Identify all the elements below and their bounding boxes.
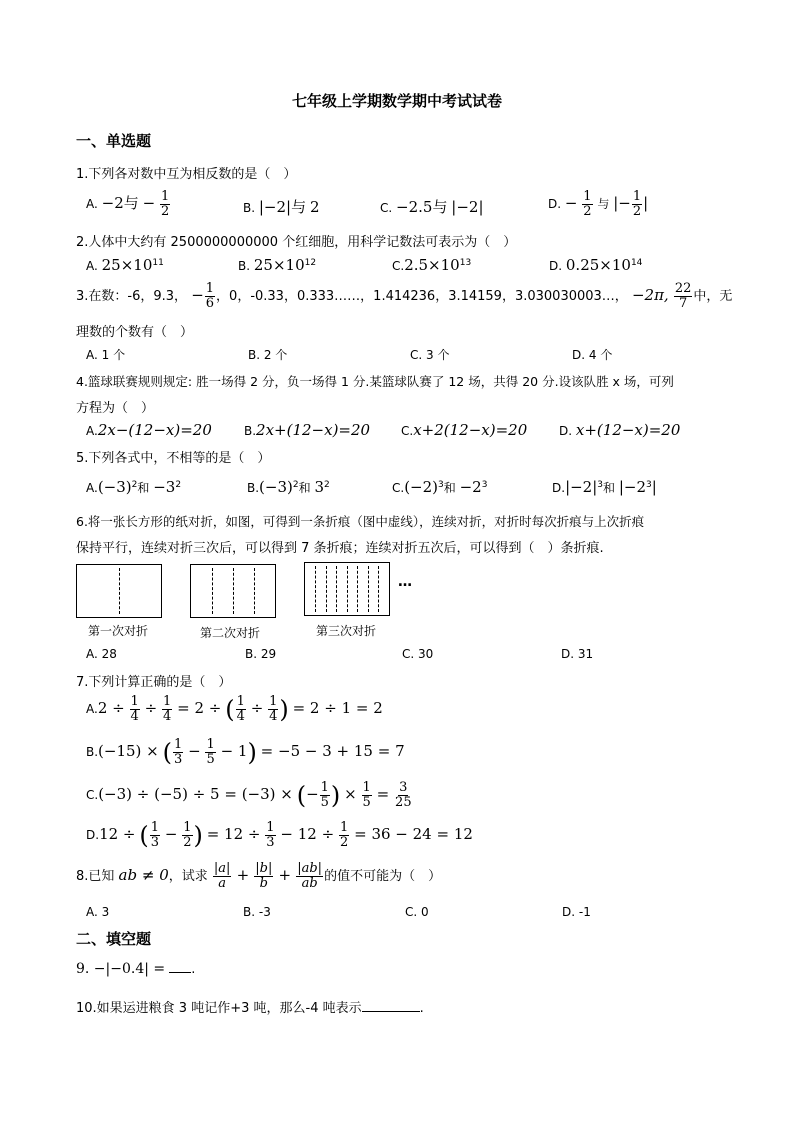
math-expr: −3 <box>153 478 176 496</box>
fraction <box>582 190 592 219</box>
fraction <box>130 695 140 724</box>
numerator: 1 <box>583 189 592 204</box>
math-plus: + <box>236 866 250 884</box>
ellipsis: … <box>398 574 412 590</box>
math-expr: = 36 − 24 = 12 <box>354 825 473 843</box>
denominator: 2 <box>161 204 170 219</box>
fraction <box>236 695 246 724</box>
question-3-stem-line2: 理数的个数有（ ） <box>76 325 194 340</box>
numerator: |b| <box>255 861 273 876</box>
fraction <box>254 862 273 891</box>
option-label: D. <box>549 259 563 273</box>
text: ，0，-0.33，0.333……，1.414236，3.14159，3.030030003…， <box>216 289 628 304</box>
fold-crease <box>233 568 234 614</box>
text: 3.在数：-6，9.3， <box>76 289 188 304</box>
section-heading-single-choice: 一、单选题 <box>76 132 152 150</box>
denominator: 2 <box>583 204 592 219</box>
question-7-option-a[interactable] <box>86 695 383 724</box>
math-expr: = 12 ÷ <box>206 825 261 843</box>
numerator: 1 <box>269 694 278 709</box>
question-3-stem-line1 <box>76 282 732 311</box>
fraction <box>320 781 330 810</box>
text: 中，无 <box>693 289 733 304</box>
question-7-stem: 7.下列计算正确的是（ ） <box>76 675 232 690</box>
fold-crease <box>326 566 327 612</box>
section-heading-fill-blank: 二、填空题 <box>76 930 152 948</box>
option-label: B. <box>238 259 251 273</box>
exponent: 2 <box>292 480 299 490</box>
numerator: 22 <box>674 281 692 296</box>
question-10 <box>76 997 424 1016</box>
denominator: b <box>259 876 268 891</box>
fold-diagram-3 <box>304 562 390 616</box>
math-expr: 2 ÷ <box>97 699 125 717</box>
question-8-option-a[interactable]: A. 3 <box>86 905 110 919</box>
option-label: A. <box>86 424 98 438</box>
math-expr: 2.5×10 <box>404 256 460 274</box>
exponent: 13 <box>459 258 472 268</box>
fraction <box>205 282 215 311</box>
numerator: 1 <box>150 820 159 835</box>
fold-crease <box>315 566 316 612</box>
math-minus: − <box>142 194 156 212</box>
question-8-option-d[interactable]: D. -1 <box>562 905 591 919</box>
question-8-stem <box>76 862 441 891</box>
math-plus: + <box>278 866 292 884</box>
math-expr: 12 ÷ <box>99 825 136 843</box>
math-expr: |−2|与 <box>258 198 307 216</box>
numerator: 1 <box>163 694 172 709</box>
option-label: C. <box>380 201 393 215</box>
denominator: 25 <box>395 795 412 810</box>
denominator: 4 <box>130 709 139 724</box>
math-minus: − <box>306 785 319 803</box>
text: ，试求 <box>168 869 208 884</box>
option-label: B. <box>244 424 257 438</box>
numerator: 1 <box>632 189 642 204</box>
math-expr: − 12 ÷ <box>280 825 335 843</box>
fraction <box>674 282 693 311</box>
question-8-option-c[interactable]: C. 0 <box>405 905 429 919</box>
fold-caption-1: 第一次对折 <box>88 624 149 638</box>
fraction <box>268 695 278 724</box>
question-6-option-d[interactable]: D. 31 <box>561 647 594 661</box>
math-expr: ÷ <box>250 699 264 717</box>
question-4-option-b[interactable] <box>244 421 370 439</box>
numerator: 1 <box>362 780 371 795</box>
denominator: 5 <box>206 752 215 767</box>
fraction <box>265 821 275 850</box>
fraction <box>150 821 160 850</box>
numerator: 3 <box>399 780 408 795</box>
question-1-option-d[interactable] <box>548 190 648 219</box>
exponent: 3 <box>438 480 444 490</box>
denominator: 4 <box>269 709 278 724</box>
denominator: 7 <box>678 296 688 311</box>
denominator: 3 <box>173 752 183 767</box>
math-expr: | <box>643 194 649 212</box>
option-label: A. <box>86 259 98 273</box>
question-2-option-a[interactable] <box>86 256 164 274</box>
numerator: 1 <box>161 189 170 204</box>
question-5-option-d[interactable] <box>552 478 657 496</box>
exponent: 3 <box>646 480 652 490</box>
question-2-option-b[interactable] <box>238 256 316 274</box>
math-expr: (−3) <box>259 478 293 496</box>
math-expr: 2x−(12−x)=20 <box>97 421 212 439</box>
option-label: D. <box>552 481 566 495</box>
option-label: A. <box>86 702 98 716</box>
connector-text: 和 <box>443 481 456 495</box>
exponent: 14 <box>630 258 643 268</box>
denominator: 4 <box>163 709 172 724</box>
math-expr: = −5 − 3 + 15 = 7 <box>260 742 405 760</box>
fold-crease <box>357 566 358 612</box>
question-2-stem: 2.人体中大约有 2500000000000 个红细胞，用科学记数法可表示为（ ） <box>76 235 517 250</box>
fraction <box>213 862 232 891</box>
right-paren: ) <box>193 821 203 850</box>
math-expr: 0.25×10 <box>565 256 631 274</box>
fold-caption-3: 第三次对折 <box>316 624 377 638</box>
question-5-option-b[interactable] <box>247 478 330 496</box>
math-expr: |−2| <box>451 198 484 216</box>
right-paren: ) <box>279 695 289 724</box>
text: 的值不可能为（ ） <box>324 869 442 884</box>
math-expr: = 2 ÷ <box>177 699 222 717</box>
connector-text: 和 <box>298 481 311 495</box>
question-7-option-c[interactable] <box>86 781 414 810</box>
question-4-option-d[interactable] <box>559 421 680 439</box>
option-label: C. <box>401 424 414 438</box>
numerator: |a| <box>213 861 231 876</box>
numerator: 1 <box>266 820 275 835</box>
numerator: 1 <box>206 737 215 752</box>
denominator: 2 <box>340 835 349 850</box>
question-7-option-d[interactable] <box>86 821 473 850</box>
question-2-option-c[interactable] <box>392 256 471 274</box>
option-label: A. <box>86 197 98 211</box>
math-expr: |−2 <box>618 478 647 496</box>
numerator: 1 <box>130 694 139 709</box>
option-label: A. <box>86 481 98 495</box>
fraction <box>182 821 192 850</box>
option-label: C. <box>86 788 99 802</box>
exponent: 2 <box>324 480 330 490</box>
math-expr: (−3) ÷ (−5) ÷ 5 = (−3) × <box>98 785 293 803</box>
option-label: B. <box>86 745 99 759</box>
math-expr: 9. −|−0.4| = <box>76 961 166 977</box>
text: 10.如果运进粮食 3 吨记作+3 吨，那么-4 吨表示 <box>76 1001 362 1016</box>
math-expr: − <box>164 825 178 843</box>
question-7-option-b[interactable] <box>86 738 405 767</box>
numerator: |ab| <box>297 861 323 876</box>
math-expr: −2.5与 <box>396 198 448 216</box>
question-6-option-a[interactable]: A. 28 <box>86 647 117 661</box>
fold-crease <box>378 566 379 612</box>
fold-crease <box>119 568 120 614</box>
fraction <box>205 738 215 767</box>
fold-crease <box>347 566 348 612</box>
exponent: 2 <box>131 480 138 490</box>
question-1-option-b[interactable] <box>243 196 319 217</box>
question-3-option-b[interactable]: B. 2 个 <box>248 348 288 362</box>
question-6-stem-line2: 保持平行，连续对折三次后，可以得到 7 条折痕；连续对折五次后，可以得到（ ）条折痕. <box>76 541 604 556</box>
denominator: 6 <box>205 296 215 311</box>
text: . <box>419 1001 424 1016</box>
math-expr: (−15) × <box>98 742 159 760</box>
fraction <box>173 738 183 767</box>
question-2-option-d[interactable] <box>549 256 642 274</box>
denominator: ab <box>301 876 318 891</box>
question-1-option-a[interactable] <box>86 190 171 219</box>
answer-blank[interactable] <box>362 1011 420 1012</box>
question-1-stem: 1.下列各对数中互为相反数的是（ ） <box>76 167 297 182</box>
fold-diagram-1 <box>76 564 162 618</box>
right-paren: ) <box>247 738 257 767</box>
math-expr: 3 <box>314 478 324 496</box>
math-expr: x+2(12−x)=20 <box>413 421 528 439</box>
math-expr: = <box>376 785 390 803</box>
exponent: 3 <box>597 480 604 490</box>
question-5-stem: 5.下列各式中，不相等的是（ ） <box>76 451 271 466</box>
text: 8.已知 <box>76 869 115 884</box>
math-expr: x+(12−x)=20 <box>575 421 681 439</box>
question-9 <box>76 961 195 977</box>
exponent: 11 <box>152 258 164 268</box>
fraction <box>632 190 642 219</box>
option-label: B. <box>247 481 260 495</box>
left-paren: ( <box>139 821 149 850</box>
question-4-option-c[interactable] <box>401 421 527 439</box>
option-label: D. <box>86 828 100 842</box>
question-6-option-b[interactable]: B. 29 <box>245 647 277 661</box>
left-paren: ( <box>162 738 172 767</box>
question-5-option-a[interactable] <box>86 478 181 496</box>
option-label: B. <box>243 201 256 215</box>
math-expr: ab ≠ 0 <box>118 866 169 884</box>
option-label: C. <box>392 259 405 273</box>
question-8-option-b[interactable]: B. -3 <box>243 905 271 919</box>
fold-caption-2: 第二次对折 <box>200 626 261 640</box>
denominator: 3 <box>266 835 275 850</box>
numerator: 1 <box>236 694 245 709</box>
math-expr: 2x+(12−x)=20 <box>256 421 371 439</box>
numerator: 1 <box>173 737 183 752</box>
connector-text: 和 <box>137 481 150 495</box>
question-3-option-a[interactable]: A. 1 个 <box>86 348 126 362</box>
denominator: a <box>218 876 227 891</box>
question-6-option-c[interactable]: C. 30 <box>402 647 434 661</box>
page-title: 七年级上学期数学期中考试试卷 <box>291 92 502 110</box>
denominator: 2 <box>183 835 192 850</box>
exponent: 3 <box>481 480 488 490</box>
math-expr: = 2 ÷ 1 = 2 <box>292 699 383 717</box>
math-expr: 25×10 <box>101 256 153 274</box>
math-expr: ÷ <box>144 699 158 717</box>
right-paren: ) <box>330 781 341 810</box>
option-label: C. <box>392 481 405 495</box>
option-label: D. <box>548 197 562 211</box>
exponent: 2 <box>175 480 182 490</box>
left-paren: ( <box>296 781 307 810</box>
math-expr: 2 <box>309 198 320 216</box>
exponent: 12 <box>304 258 317 268</box>
denominator: 5 <box>320 795 329 810</box>
denominator: 5 <box>362 795 371 810</box>
math-expr: −2与 <box>101 194 139 212</box>
question-5-option-c[interactable] <box>392 478 487 496</box>
left-paren: ( <box>225 695 235 724</box>
connector-text: 与 <box>597 197 610 211</box>
math-minus: − <box>564 194 578 212</box>
math-expr: −2 <box>459 478 482 496</box>
math-expr: −2π, <box>631 286 669 304</box>
fold-crease <box>212 568 213 614</box>
fraction <box>160 190 170 219</box>
math-expr: × <box>344 785 357 803</box>
question-4-stem-line1: 4.篮球联赛规则规定: 胜一场得 2 分，负一场得 1 分.某篮球队赛了 12 场，共得 20 分.设该队胜 x 场，可列 <box>76 374 674 389</box>
question-3-option-d[interactable]: D. 4 个 <box>572 348 613 362</box>
denominator: 2 <box>632 204 642 219</box>
fraction <box>296 862 323 891</box>
math-expr: | <box>651 478 657 496</box>
fold-diagram-2 <box>190 564 276 618</box>
question-6-stem-line1: 6.将一张长方形的纸对折，如图，可得到一条折痕（图中虚线），连续对折，对折时每次折痕与上次折痕 <box>76 514 645 529</box>
math-minus: − <box>191 286 204 304</box>
math-expr: 25×10 <box>253 256 305 274</box>
text: . <box>191 962 196 977</box>
connector-text: 和 <box>603 481 616 495</box>
option-label: D. <box>559 424 573 438</box>
question-4-stem-line2: 方程为（ ） <box>76 401 155 416</box>
numerator: 1 <box>205 281 215 296</box>
math-expr: − 1 <box>220 742 248 760</box>
math-expr: (−3) <box>97 478 132 496</box>
fraction <box>162 695 172 724</box>
answer-blank[interactable] <box>169 972 191 973</box>
fraction <box>339 821 349 850</box>
math-expr: |−2| <box>565 478 598 496</box>
denominator: 3 <box>150 835 159 850</box>
numerator: 1 <box>340 820 349 835</box>
fold-crease <box>254 568 255 614</box>
math-expr: (−2) <box>404 478 439 496</box>
math-expr: − <box>188 742 201 760</box>
question-1-option-c[interactable] <box>380 196 484 217</box>
question-4-option-a[interactable] <box>86 421 212 439</box>
fraction <box>394 781 413 810</box>
question-3-option-c[interactable]: C. 3 个 <box>410 348 450 362</box>
math-expr: |− <box>613 194 631 212</box>
numerator: 1 <box>320 780 329 795</box>
fold-crease <box>336 566 337 612</box>
fraction <box>362 781 372 810</box>
denominator: 4 <box>236 709 245 724</box>
numerator: 1 <box>183 820 192 835</box>
fold-crease <box>368 566 369 612</box>
